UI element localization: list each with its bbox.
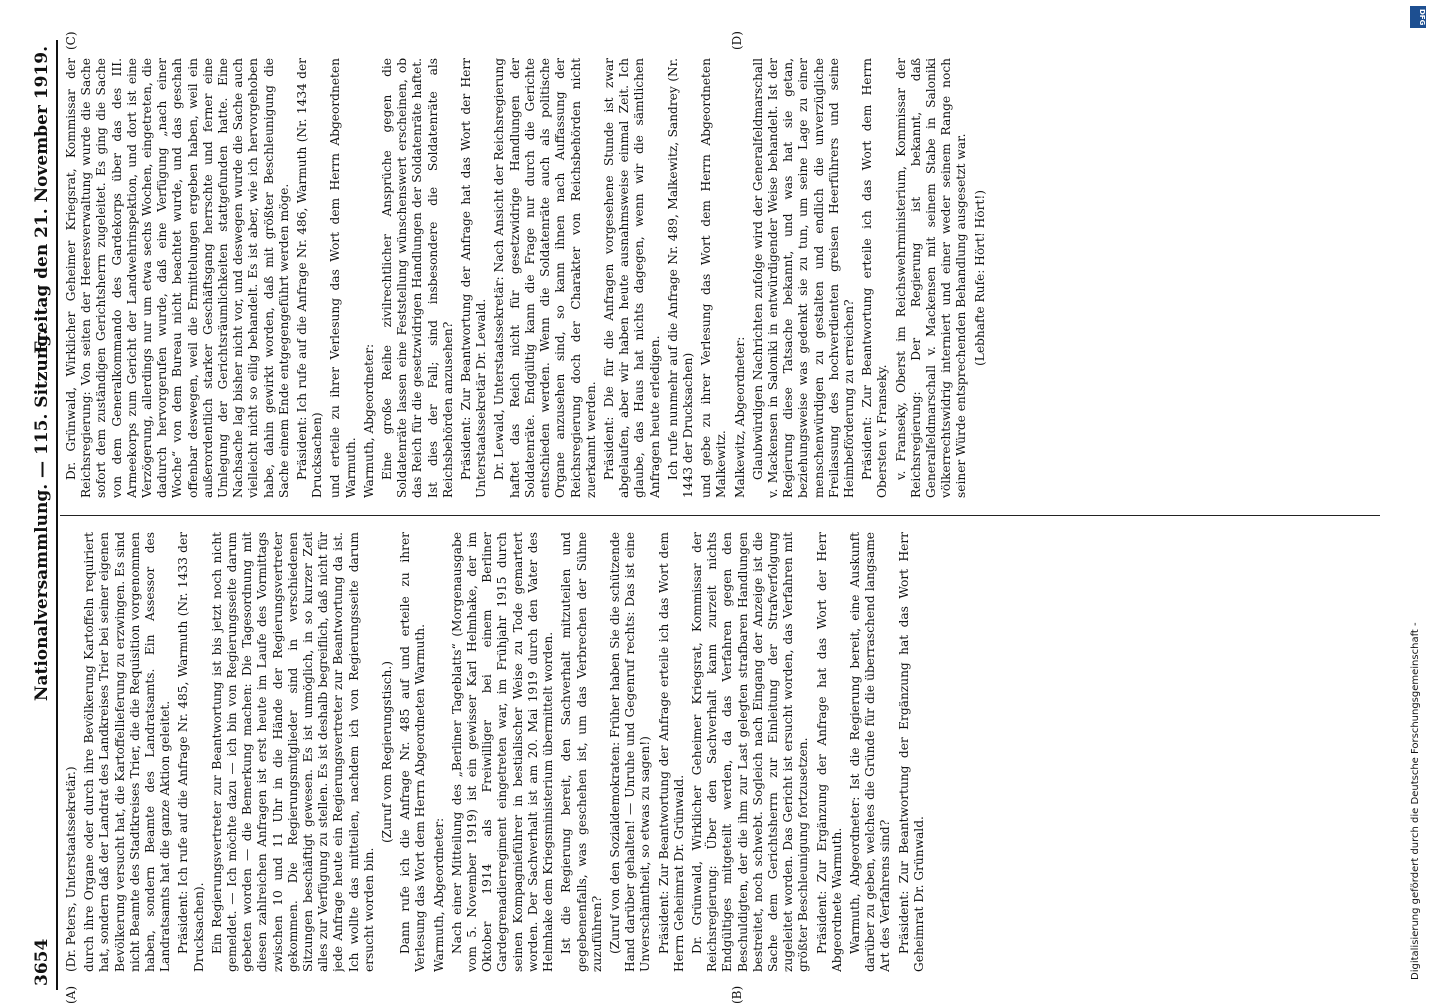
paragraph: (Zuruf vom Regierungstisch.)	[380, 660, 395, 844]
paragraph: Ist die Regierung bereit, den Sachverhalt mitzuteilen und gegebenenfalls, was geschehen ist, um das Verbrechen der Sühne zuzuführen?	[559, 532, 604, 972]
paragraph: Präsident: Ich rufe auf die Anfrage Nr. 486, Warmuth (Nr. 1434 der Drucksachen)	[295, 58, 325, 498]
paragraph: Dr. Grünwald, Wirklicher Geheimer Kriegsrat, Kommissar der Reichsregierung: Über den Sachverhalt kann zurzeit nichts Endgültiges mitgeteilt werden, da das Verfahren gegen den Beschuldigten, der die ihm zur Last gelegten strafbaren Handlungen bestreitet, noch schwebt. Sogleich nach Eingang der Anzeige ist die Sache dem Gerichtsherrn zur Einleitung der Strafverfolgung zugeleitet worden. Das Gericht ist ersucht worden, das Verfahren mit größter Beschleunigung fortzusetzen.	[689, 532, 811, 972]
paragraph: Dr. Lewald, Unterstaatssekretär: Nach Ansicht der Reichsregierung haftet das Reich nicht für gesetzwidrige Handlungen der Soldatenräte. Endgültig kann die Frage nur durch die Gerichte entschieden werden. Wenn die Soldatenräte auch als politische Organe anzusehen sind, so kann ihnen nach Auffassung der Reichsregierung doch der Charakter von Reichsbehörden nicht zuerkannt werden.	[492, 58, 598, 498]
paragraph: Präsident: Die für die Anfragen vorgesehene Stunde ist zwar abgelaufen, aber wir haben heute ausnahmsweise einmal Zeit. Ich glaube, das Haus hat nichts dagegen, wenn wir die sämtlichen Anfragen heute erledigen.	[601, 58, 662, 498]
right-column	[64, 58, 1384, 498]
paragraph: Glaubwürdigen Nachrichten zufolge wird der Generalfeldmarschall v. Mackensen in Saloniki in entwürdigender Weise behandelt. Ist der Regierung diese Tatsache bekannt, und was hat sie getan, beziehungsweise was gedenkt sie zu tun, um seine Lage zu einer menschenwürdigen zu gestalten und endlich die unverzügliche Freilassung des hochverdienten greisen Heerführers und seine Heimbeförderung zu erreichen?	[750, 58, 856, 498]
margin-mark-c: (C)	[64, 31, 78, 50]
newspaper-page	[30, 31, 1400, 1004]
left-column	[64, 532, 1384, 972]
paragraph: Präsident: Zur Beantwortung der Ergänzung hat das Wort Herr Geheimrat Dr. Grünwald.	[896, 532, 926, 972]
digitization-credit	[1402, 0, 1432, 1000]
paragraph: Präsident: Ich rufe auf die Anfrage Nr. 485, Warmuth (Nr. 1433 der Drucksachen).	[176, 532, 206, 972]
paragraph: Ein Regierungsvertreter zur Beantwortung ist bis jetzt noch nicht gemeldet. — Ich möchte dazu — ich bin von Regierungsseite darum gebeten worden — die Bemerkung machen: Die Tagesordnung mit diesen zahlreichen Anfragen ist erst heute im Laufe des Vormittags zwischen 10 und 11 Uhr in die Hände der Regierungsvertreter gekommen. Die Regierungsmitglieder sind in verschiedenen Sitzungen beschäftigt gewesen. Es ist unmöglich, in so kurzer Zeit alles zur Verfügung zu stellen. Es ist deshalb begreiflich, daß nicht für jede Anfrage heute ein Regierungsvertreter zur Beantwortung da ist. Ich wollte das mitteilen, nachdem ich von Regierungsseite darum ersucht worden bin.	[209, 532, 376, 972]
paragraph: Dann rufe ich die Anfrage Nr. 485 auf und erteile zu ihrer Verlesung das Wort dem Herrn Abgeordneten Warmuth.	[398, 532, 428, 972]
paragraph: und gebe zu ihrer Verlesung das Wort dem Herrn Abgeordneten Malkewitz.	[699, 58, 729, 498]
page-number: 3654	[32, 938, 52, 986]
dfg-logo: DFG	[1410, 6, 1426, 28]
page-title: Nationalversammlung. — 115. Sitzung.	[32, 328, 52, 702]
column-divider	[60, 515, 1380, 516]
credit-text: Digitalisierung gefördert durch die Deutsche Forschungsgemeinschaft -	[1410, 622, 1421, 980]
speaker-line: Malkewitz, Abgeordneter:	[732, 336, 747, 498]
margin-mark-b: (B)	[730, 985, 744, 1004]
paragraph: Dr. Grünwald, Wirklicher Geheimer Kriegsrat, Kommissar der Reichsregierung: Von seiten der Heeresverwaltung wurde die Sache sofort dem zuständigen Gerichtsherrn zugeleitet. Es ging die Sache von dem Generalkommando des Gardekorps über das des III. Armeekorps zum Gericht der Landwehrinspektion, und dort ist eine Verzögerung, allerdings nur um etwa sechs Wochen, eingetreten, die dadurch hervorgerufen wurde, daß eine Verfügung „nach einer Woche“ von dem Bureau nicht beachtet wurde, und das geschah offenbar deswegen, weil die Ermittelungen ergeben haben, weil ein außerordentlich starker Geschäftsgang herrschte und ferner eine Umlegung der Gerichtsräumlichkeiten stattgefunden hatte. Eine Nachsache lag bisher nicht vor, und deswegen wurde die Sache auch vielleicht nicht so eilig behandelt. Es ist aber, wie ich hervorgehoben habe, dahin gewirkt worden, daß mit größter Beschleunigung die Sache einem Ende entgegengeführt werden möge.	[64, 58, 291, 498]
paragraph: Ich rufe nunmehr auf die Anfrage Nr. 489, Malkewitz, Sandrey (Nr. 1443 der Drucksachen)	[665, 58, 695, 498]
paragraph: Präsident: Zur Beantwortung der Anfrage hat das Wort der Herr Unterstaatssekretär Dr. Lewald.	[459, 58, 489, 498]
paragraph: Eine große Reihe zivilrechtlicher Ansprüche gegen die Soldatenräte lassen eine Feststellung wünschenswert erscheinen, ob das Reich für die gesetzwidrigen Handlungen der Soldatenräte haftet. Ist dies der Fall; sind insbesondere die Soldatenräte als Reichsbehörden anzusehen?	[380, 58, 455, 498]
paragraph: Nach einer Mitteilung des „Berliner Tageblatts“ (Morgenausgabe vom 5. November 1919) ist ein gewisser Karl Helmhake, der im Oktober 1914 als Freiwilliger bei einem Berliner Gardegrenadierregiment eingetreten war, im Frühjahr 1915 durch seinen Kompagnieführer in bestialischer Weise zu Tode gemartert worden. Der Sachverhalt ist am 20. Mai 1919 durch den Vater des Helmhake dem Kriegsministerium übermittelt worden.	[449, 532, 556, 972]
paragraph: Warmuth, Abgeordneter: Ist die Regierung bereit, eine Auskunft darüber zu geben, welches die Gründe für die überraschend langsame Art des Verfahrens sind?	[847, 532, 893, 972]
session-date: Freitag den 21. November 1919.	[32, 46, 52, 354]
paragraph: Präsident: Zur Beantwortung erteile ich das Wort dem Herrn Obersten v. Franseky.	[860, 58, 890, 498]
paragraph: durch ihre Organe oder durch ihre Bevölkerung Kartoffeln requiriert hat, sondern daß der Landrat des Landkreises Trier bei seiner eigenen Bevölkerung versucht hat, die Kartoffellieferung zu erzwingen. Es sind nicht Beamte des Stadtkreises Trier, die die Requisition vorgenommen haben, sondern Beamte des Landratsamts. Ein Assessor des Landratsamts hat die ganze Aktion geleitet.	[82, 532, 173, 972]
paragraph: (Dr. Peters, Unterstaatssekretär.)	[64, 766, 78, 972]
speaker-line: Warmuth, Abgeordneter:	[431, 817, 446, 972]
paragraph: Präsident: Zur Ergänzung der Anfrage hat das Wort der Herr Abgeordnete Warmuth.	[814, 532, 844, 972]
page-header	[30, 40, 58, 990]
paragraph: Präsident: Zur Beantwortung der Anfrage erteile ich das Wort dem Herrn Geheimrat Dr. Grünwald.	[656, 532, 686, 972]
paragraph: und erteile zu ihrer Verlesung das Wort dem Herrn Abgeordneten Warmuth.	[328, 58, 358, 498]
paragraph: (Zuruf von den Sozialdemokraten: Früher haben Sie die schützende Hand darüber gehalten! — Unruhe und Gegenruf rechts: Das ist eine Unverschämtheit, so etwas zu sagen!)	[607, 532, 653, 972]
margin-mark-d: (D)	[730, 31, 744, 50]
paragraph: (Lebhafte Rufe: Hört! Hört!)	[972, 190, 987, 367]
margin-mark-a: (A)	[64, 985, 78, 1004]
paragraph: v. Franseky, Oberst im Reichswehrministerium, Kommissar der Reichsregierung: Der Regierung ist bekannt, daß Generalfeldmarschall v. Mackensen mit seinem Stabe in Saloniki völkerrechtswidrig interniert und einer weder seinem Range noch seiner Würde entsprechenden Behandlung ausgesetzt war.	[893, 58, 969, 498]
speaker-line: Warmuth, Abgeordneter:	[361, 343, 376, 498]
